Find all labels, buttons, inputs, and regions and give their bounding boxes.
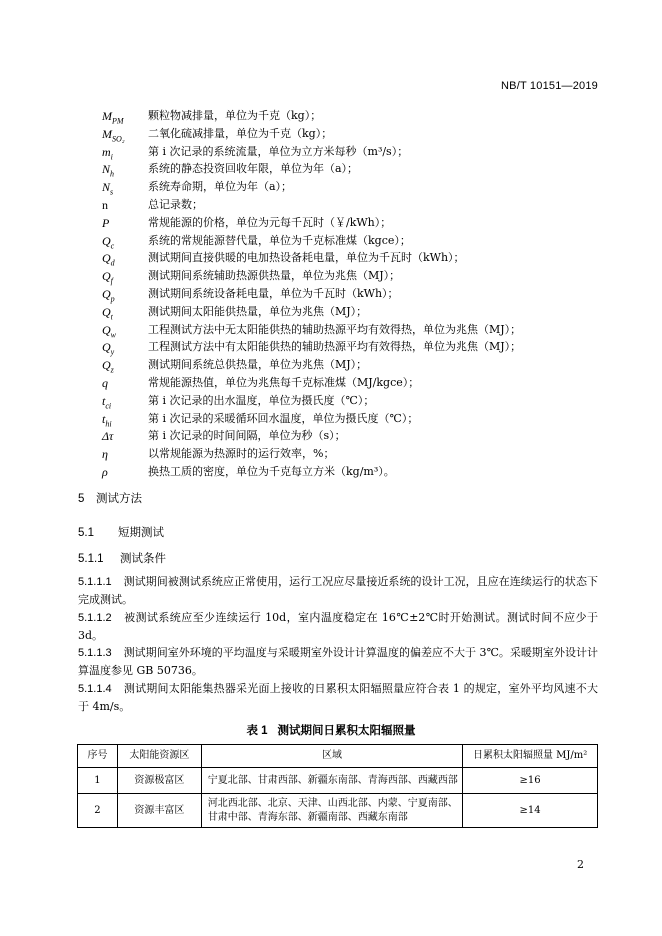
symbol-main: q [102, 376, 108, 390]
symbol-description: 测试期间系统辅助热源供热量，单位为兆焦（MJ）； [148, 269, 401, 283]
symbol-description: 二氧化硫减排量，单位为千克（kg）； [148, 126, 333, 140]
symbol-main: Q [102, 322, 111, 337]
clause-number: 5.1.1.3 [78, 647, 112, 659]
symbol-subscript: i [110, 151, 113, 161]
table-cell: 河北西北部、北京、天津、山西北部、内蒙、宁夏南部、甘肃中部、青海东部、新疆南部、西藏东南部 [201, 794, 462, 828]
symbol-description: 第 i 次记录的出水温度，单位为摄氏度（℃）； [148, 393, 375, 407]
symbol-main: t [102, 411, 106, 426]
symbol-main: m [102, 144, 111, 159]
symbol-subscript: y [110, 347, 115, 357]
symbol-description: 测试期间太阳能供热量，单位为兆焦（MJ）； [148, 304, 368, 318]
symbol-description: 第 i 次记录的系统流量，单位为立方米每秒（m³/s）； [148, 144, 409, 158]
symbol-main: N [102, 162, 111, 177]
symbol-main: N [102, 180, 111, 195]
symbol-main: Q [102, 269, 111, 284]
symbol-subscript: p [110, 294, 115, 304]
symbol-subscript: ci [105, 401, 112, 411]
symbol-description: 系统的静态投资回收年限，单位为年（a）； [148, 162, 359, 176]
symbol-subscript: c [110, 240, 115, 250]
clause-number: 5.1.1.4 [78, 683, 112, 695]
header-cell: 太阳能资源区 [117, 745, 201, 768]
symbol-main: M [102, 109, 112, 123]
symbol [102, 427, 148, 445]
symbol-main: ρ [102, 465, 108, 479]
table-header-row [78, 745, 598, 768]
page-number: 2 [577, 858, 584, 871]
clause-5-1-1-3 [78, 644, 598, 680]
irradiation-table [77, 744, 598, 828]
table-cell: 资源极富区 [117, 768, 201, 794]
section-number: 5 [78, 493, 85, 505]
symbol-description: 常规能源热值，单位为兆焦每千克标准煤（MJ/kgce）； [148, 376, 420, 389]
symbol-subscript: SO₂ [112, 134, 125, 144]
table-cell: 资源丰富区 [117, 794, 201, 828]
clause-5-1-1-2 [78, 609, 598, 645]
section-title: 测试方法 [96, 493, 142, 505]
symbol-main: Q [102, 251, 111, 266]
symbol-description: 工程测试方法中有太阳能供热的辅助热源平均有效得热，单位为兆焦（MJ）； [148, 340, 522, 354]
symbol-description: 第 i 次记录的采暖循环回水温度，单位为摄氏度（℃）； [148, 411, 419, 425]
symbol-main: η [102, 447, 108, 462]
symbol-description: 第 i 次记录的时间间隔，单位为秒（s）； [148, 429, 346, 443]
section-title: 短期测试 [118, 527, 164, 539]
symbol-main: Q [102, 358, 111, 373]
symbol-subscript: s [110, 187, 114, 197]
symbol-subscript: d [110, 258, 115, 268]
clause-text: 测试期间太阳能集热器采光面上接收的日累积太阳辐照量应符合表 1 的规定，室外平均风速不大于 4m/s。 [78, 682, 598, 713]
symbol-main: Q [102, 287, 111, 301]
symbol-subscript: w [110, 329, 117, 339]
symbol-subscript: z [110, 365, 114, 375]
symbol [102, 214, 148, 232]
symbol [102, 445, 148, 463]
table-row [78, 794, 598, 828]
symbol-description: 系统寿命期，单位为年（a）； [148, 180, 293, 194]
header-cell: 日累积太阳辐照量 MJ/m² [463, 745, 598, 768]
symbol-description: 测试期间系统总供热量，单位为兆焦（MJ）； [148, 358, 368, 372]
symbol-subscript: PM [112, 116, 124, 126]
symbol-main: Δτ [102, 429, 114, 444]
symbol-main: M [102, 126, 112, 141]
symbol [102, 374, 148, 392]
symbol-subscript: h [110, 169, 115, 179]
symbol-description: 工程测试方法中无太阳能供热的辅助热源平均有效得热，单位为兆焦（MJ）； [148, 322, 522, 336]
symbol-main: Q [102, 304, 111, 319]
clause-text: 测试期间室外环境的平均温度与采暖期室外设计计算温度的偏差应不大于 3℃。采暖期室外设计计算温度参见 GB 50736。 [78, 646, 598, 677]
section-5-1-heading [78, 524, 164, 540]
clause-5-1-1-4 [78, 680, 598, 716]
symbol-description: 颗粒物减排量，单位为千克（kg）； [148, 109, 322, 122]
clause-number: 5.1.1.1 [78, 576, 112, 588]
symbol-main: t [102, 393, 106, 408]
symbol-description: 以常规能源为热源时的运行效率，%； [148, 447, 335, 461]
symbol-description: 总记录数； [148, 198, 203, 211]
table-cell: 2 [78, 794, 118, 828]
table-number: 表 1 [246, 725, 268, 737]
symbol-description: 测试期间直接供暖的电加热设备耗电量，单位为千瓦时（kWh）； [148, 251, 465, 265]
clause-text: 被测试系统应至少连续运行 10d，室内温度稳定在 16℃±2℃时开始测试。测试时间不应少于 3d。 [78, 611, 598, 642]
section-title: 测试条件 [120, 553, 166, 565]
table-title: 测试期间日累积太阳辐照量 [277, 725, 416, 737]
clause-text: 测试期间被测试系统应正常使用，运行工况应尽量接近系统的设计工况，且应在连续运行的状态下完成测试。 [78, 575, 598, 606]
clause-5-1-1-1 [78, 573, 598, 609]
header-cell: 序号 [78, 745, 118, 768]
symbol-main: Q [102, 233, 111, 248]
symbol-main: P [102, 215, 110, 230]
table-cell: 1 [78, 768, 118, 794]
table-cell: 宁夏北部、甘肃西部、新疆东南部、青海西部、西藏西部 [201, 768, 462, 794]
section-number: 5.1 [78, 527, 94, 539]
symbol-main: Q [102, 340, 111, 355]
table-row [78, 768, 598, 794]
table-caption [0, 722, 662, 738]
document-code: NB/T 10151—2019 [501, 80, 598, 92]
section-5-heading [78, 490, 142, 506]
symbol-main: n [102, 198, 108, 212]
symbol-description: 测试期间系统设备耗电量，单位为千瓦时（kWh）； [148, 287, 399, 300]
table-cell: ≥16 [463, 768, 598, 794]
symbol-description: 常规能源的价格，单位为元每千瓦时（￥/kWh）； [148, 215, 392, 229]
symbol [102, 463, 148, 481]
section-5-1-1-heading [78, 550, 166, 566]
clause-number: 5.1.1.2 [78, 612, 112, 624]
symbol-description: 换热工质的密度，单位为千克每立方米（kg/m³）。 [148, 465, 395, 478]
symbol-subscript: f [110, 276, 113, 286]
symbol-subscript: hi [105, 418, 112, 428]
symbol [102, 196, 148, 214]
header-cell: 区域 [201, 745, 462, 768]
symbol-description: 系统的常规能源替代量，单位为千克标准煤（kgce）； [148, 233, 411, 247]
section-number: 5.1.1 [78, 553, 104, 565]
symbol-subscript: t [110, 312, 113, 322]
table-cell: ≥14 [463, 794, 598, 828]
